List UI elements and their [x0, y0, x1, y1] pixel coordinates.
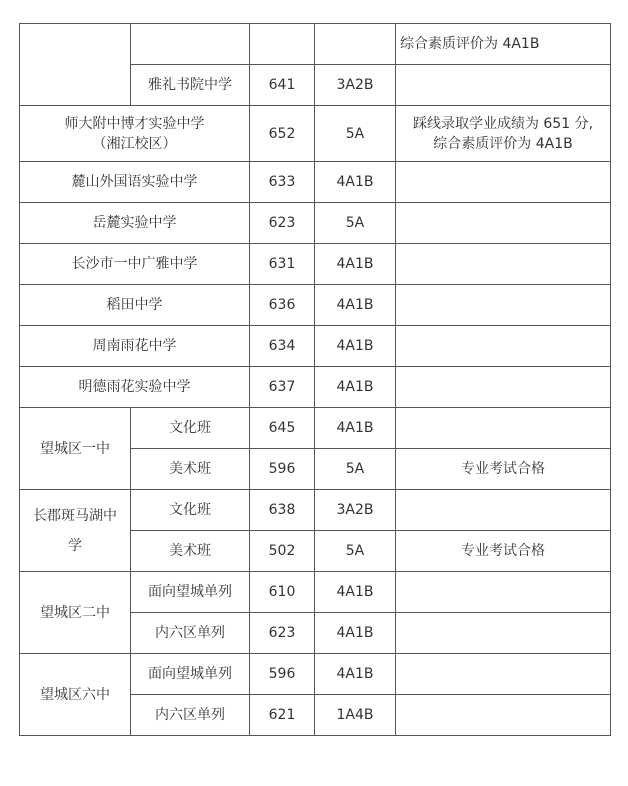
class-cell: 文化班: [131, 408, 250, 449]
table-row: [20, 24, 611, 65]
score-cell: 623: [250, 203, 315, 244]
grade-cell: 4A1B: [315, 572, 396, 613]
table-row: [20, 203, 611, 244]
table-row: [20, 326, 611, 367]
score-cell: 637: [250, 367, 315, 408]
note-cell: [396, 654, 611, 695]
table-row: [20, 408, 611, 449]
school-cell: 望城区六中: [20, 654, 131, 736]
grade-cell: 4A1B: [315, 285, 396, 326]
score-cell: 596: [250, 654, 315, 695]
class-cell: 面向望城单列: [131, 572, 250, 613]
school-campus-line: （湘江校区）: [92, 135, 177, 152]
school-cell: 岳麓实验中学: [20, 203, 250, 244]
score-cell: 652: [250, 106, 315, 162]
note-cell: [396, 244, 611, 285]
grade-cell: 1A4B: [315, 695, 396, 736]
table-row: [20, 244, 611, 285]
grade-cell: 5A: [315, 106, 396, 162]
grade-cell: 4A1B: [315, 244, 396, 285]
table-row: [20, 654, 611, 695]
table-row: [20, 162, 611, 203]
note-cell: [396, 106, 611, 162]
note-cell: [396, 162, 611, 203]
class-cell: 美术班: [131, 449, 250, 490]
empty-cell: [315, 24, 396, 65]
note-cell: [396, 695, 611, 736]
score-cell: 596: [250, 449, 315, 490]
empty-cell: [131, 24, 250, 65]
note-cell: [396, 367, 611, 408]
school-cell: 麓山外国语实验中学: [20, 162, 250, 203]
grade-cell: 5A: [315, 449, 396, 490]
note-cell: 综合素质评价为 4A1B: [396, 24, 611, 65]
grade-cell: 3A2B: [315, 490, 396, 531]
school-cell: 明德雨花实验中学: [20, 367, 250, 408]
score-cell: 633: [250, 162, 315, 203]
note-cell: [396, 490, 611, 531]
note-line: 踩线录取学业成绩为 651 分,: [412, 115, 594, 132]
score-cell: 641: [250, 65, 315, 106]
class-cell: 美术班: [131, 531, 250, 572]
table-row: [20, 572, 611, 613]
empty-cell: [250, 24, 315, 65]
note-cell: [396, 326, 611, 367]
school-cell: 雅礼书院中学: [131, 65, 250, 106]
school-cell: 望城区二中: [20, 572, 131, 654]
score-cell: 634: [250, 326, 315, 367]
school-name-line: 学: [68, 537, 82, 554]
class-cell: 文化班: [131, 490, 250, 531]
score-cell: 621: [250, 695, 315, 736]
grade-cell: 4A1B: [315, 613, 396, 654]
class-cell: 内六区单列: [131, 613, 250, 654]
table-row: [20, 490, 611, 531]
grade-cell: 4A1B: [315, 326, 396, 367]
grade-cell: 4A1B: [315, 367, 396, 408]
school-cell: [20, 490, 131, 572]
school-cell: 望城区一中: [20, 408, 131, 490]
score-cell: 631: [250, 244, 315, 285]
school-cell: 稻田中学: [20, 285, 250, 326]
score-cell: 623: [250, 613, 315, 654]
grade-cell: 4A1B: [315, 162, 396, 203]
class-cell: 内六区单列: [131, 695, 250, 736]
score-cell: 610: [250, 572, 315, 613]
note-cell: [396, 408, 611, 449]
school-cell: [20, 106, 250, 162]
note-cell: [396, 203, 611, 244]
grade-cell: 4A1B: [315, 408, 396, 449]
note-cell: [396, 65, 611, 106]
note-line: 综合素质评价为 4A1B: [433, 135, 573, 152]
table-row: [20, 285, 611, 326]
table-row: [20, 106, 611, 162]
grade-cell: 3A2B: [315, 65, 396, 106]
score-cell: 645: [250, 408, 315, 449]
grade-cell: 4A1B: [315, 654, 396, 695]
note-cell: [396, 572, 611, 613]
table-row: [20, 367, 611, 408]
score-cell: 502: [250, 531, 315, 572]
note-cell: 专业考试合格: [396, 449, 611, 490]
school-name-line: 师大附中博才实验中学: [64, 115, 205, 132]
school-cell: 周南雨花中学: [20, 326, 250, 367]
grade-cell: 5A: [315, 531, 396, 572]
note-cell: [396, 285, 611, 326]
school-cell-empty: [20, 24, 131, 106]
admission-score-table: [19, 23, 611, 736]
score-cell: 638: [250, 490, 315, 531]
school-name-line: 长郡斑马湖中: [33, 507, 117, 524]
class-cell: 面向望城单列: [131, 654, 250, 695]
note-cell: [396, 613, 611, 654]
school-cell: 长沙市一中广雅中学: [20, 244, 250, 285]
grade-cell: 5A: [315, 203, 396, 244]
note-cell: 专业考试合格: [396, 531, 611, 572]
score-cell: 636: [250, 285, 315, 326]
